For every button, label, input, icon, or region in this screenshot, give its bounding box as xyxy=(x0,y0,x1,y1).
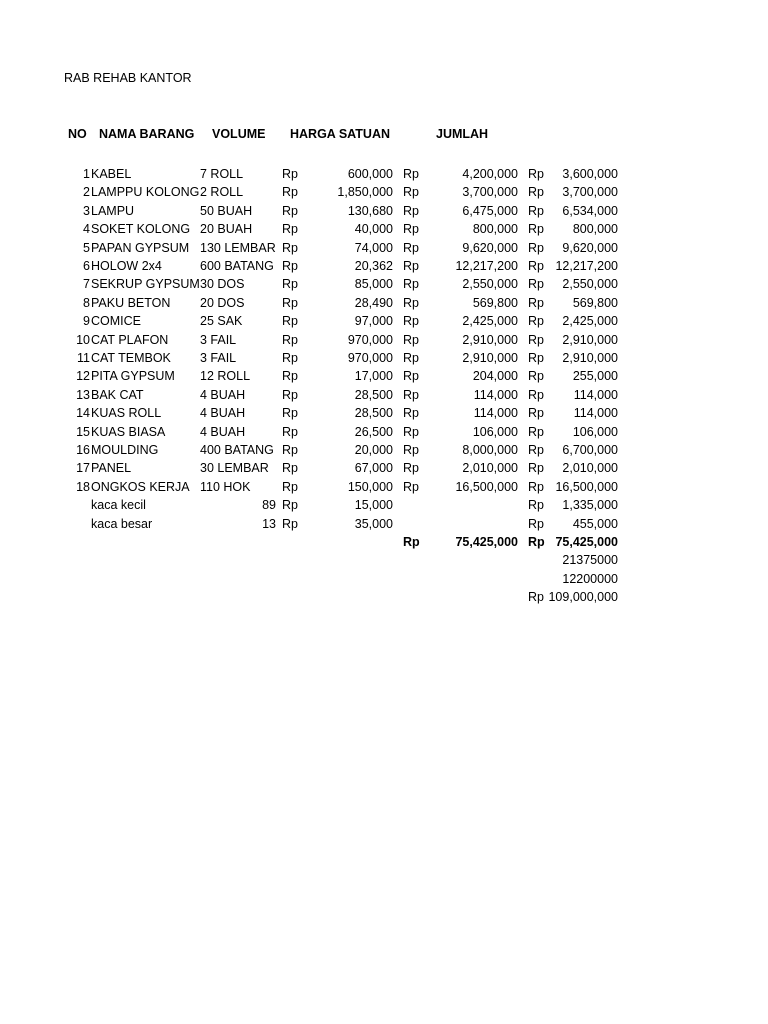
unit-price: 970,000 xyxy=(347,351,393,365)
item-volume: 400 BATANG xyxy=(200,443,274,457)
total-amount-revised: 75,425,000 xyxy=(555,535,618,549)
item-name: COMICE xyxy=(91,314,141,329)
currency-label: Rp xyxy=(282,479,298,494)
unit-price: 35,000 xyxy=(354,516,393,531)
amount-revised: 114,000 xyxy=(573,406,618,421)
amount: 2,010,000 xyxy=(462,461,518,476)
row-number: 6 xyxy=(83,259,90,273)
item-name: PITA GYPSUM xyxy=(91,369,175,384)
extra-value: 12200000 xyxy=(562,571,618,586)
row-number: 15 xyxy=(76,424,90,439)
amount: 204,000 xyxy=(472,369,518,384)
unit-price: 600,000 xyxy=(347,167,393,181)
unit-price: 17,000 xyxy=(354,369,393,384)
currency-label: Rp xyxy=(528,259,544,273)
currency-label: Rp xyxy=(528,295,544,310)
currency-label: Rp xyxy=(403,314,419,329)
currency-label: Rp xyxy=(528,222,544,237)
item-name: kaca kecil xyxy=(91,498,146,513)
currency-label: Rp xyxy=(403,369,419,384)
table-row xyxy=(0,387,768,405)
unit-price: 28,500 xyxy=(354,406,393,421)
row-number: 4 xyxy=(83,222,90,237)
item-name: CAT TEMBOK xyxy=(91,351,171,365)
amount: 569,800 xyxy=(472,295,518,310)
item-name: MOULDING xyxy=(91,443,159,457)
amount-revised: 455,000 xyxy=(572,516,618,531)
amount-revised: 6,700,000 xyxy=(562,443,618,457)
item-name: KUAS ROLL xyxy=(91,406,162,421)
row-number: 1 xyxy=(83,167,90,181)
item-name: CAT PLAFON xyxy=(91,332,169,347)
row-number: 10 xyxy=(76,332,90,347)
amount: 2,910,000 xyxy=(462,351,518,365)
currency-label: Rp xyxy=(403,295,419,310)
row-number: 9 xyxy=(83,314,90,329)
item-volume: 4 BUAH xyxy=(200,387,246,402)
currency-label: Rp xyxy=(528,203,544,218)
item-volume: 50 BUAH xyxy=(200,203,253,218)
item-volume: 30 DOS xyxy=(200,277,245,292)
row-number: 14 xyxy=(76,406,90,421)
item-volume: 12 ROLL xyxy=(200,369,251,384)
currency-label: Rp xyxy=(528,240,544,255)
currency-label: Rp xyxy=(403,424,419,439)
currency-label: Rp xyxy=(528,461,544,476)
currency-label: Rp xyxy=(528,185,544,200)
currency-label: Rp xyxy=(282,424,298,439)
unit-price: 20,362 xyxy=(354,259,393,273)
amount: 9,620,000 xyxy=(462,240,518,255)
item-name: HOLOW 2x4 xyxy=(91,259,162,273)
grand-total-value: 109,000,000 xyxy=(548,590,618,605)
table-row xyxy=(0,258,768,276)
item-name: ONGKOS KERJA xyxy=(91,479,190,494)
table-row xyxy=(0,350,768,368)
currency-label: Rp xyxy=(403,240,419,255)
currency-label: Rp xyxy=(282,406,298,421)
row-number: 8 xyxy=(83,295,90,310)
item-name: PANEL xyxy=(91,461,132,476)
row-number: 11 xyxy=(77,351,90,365)
currency-label: Rp xyxy=(282,461,298,476)
table-row xyxy=(0,276,768,294)
currency-label: Rp xyxy=(528,498,544,513)
currency-label: Rp xyxy=(282,167,298,181)
item-volume: 600 BATANG xyxy=(200,259,274,273)
currency-label: Rp xyxy=(282,516,298,531)
currency-label: Rp xyxy=(403,222,419,237)
amount-revised: 9,620,000 xyxy=(562,240,618,255)
currency-label: Rp xyxy=(403,461,419,476)
item-volume: 7 ROLL xyxy=(200,167,244,181)
header-harga-satuan: HARGA SATUAN xyxy=(290,127,390,141)
row-number: 17 xyxy=(76,461,90,476)
amount: 2,425,000 xyxy=(462,314,518,329)
currency-label: Rp xyxy=(528,332,544,347)
item-name: PAPAN GYPSUM xyxy=(91,240,190,255)
currency-label: Rp xyxy=(403,277,419,292)
item-name: KUAS BIASA xyxy=(91,424,166,439)
amount-revised: 114,000 xyxy=(573,387,618,402)
amount-revised: 2,910,000 xyxy=(562,332,618,347)
currency-label: Rp xyxy=(528,424,544,439)
currency-label: Rp xyxy=(528,277,544,292)
currency-label: Rp xyxy=(403,167,419,181)
currency-label: Rp xyxy=(403,332,419,347)
item-name: SOKET KOLONG xyxy=(91,222,191,237)
unit-price: 130,680 xyxy=(347,203,393,218)
item-name: kaca besar xyxy=(91,516,153,531)
currency-label: Rp xyxy=(403,479,419,494)
unit-price: 28,490 xyxy=(354,295,393,310)
currency-label: Rp xyxy=(282,369,298,384)
currency-label: Rp xyxy=(403,406,419,421)
amount-revised: 2,910,000 xyxy=(562,351,618,365)
table-row xyxy=(0,516,768,534)
table-row xyxy=(0,332,768,350)
row-number: 5 xyxy=(83,240,90,255)
amount-revised: 800,000 xyxy=(572,222,618,237)
row-number: 18 xyxy=(76,479,90,494)
amount: 114,000 xyxy=(473,387,518,402)
row-number: 2 xyxy=(83,185,90,200)
table-row xyxy=(0,166,768,184)
item-volume: 2 ROLL xyxy=(200,185,244,200)
currency-label: Rp xyxy=(403,535,420,549)
item-volume: 3 FAIL xyxy=(200,332,237,347)
table-row xyxy=(0,295,768,313)
currency-label: Rp xyxy=(282,498,298,513)
item-volume: 25 SAK xyxy=(200,314,243,329)
amount: 4,200,000 xyxy=(462,167,518,181)
table-row xyxy=(0,424,768,442)
row-number: 13 xyxy=(76,387,90,402)
header-no: NO xyxy=(68,127,87,141)
unit-price: 26,500 xyxy=(354,424,393,439)
currency-label: Rp xyxy=(528,443,544,457)
currency-label: Rp xyxy=(282,203,298,218)
item-name: KABEL xyxy=(91,167,132,181)
item-volume: 3 FAIL xyxy=(200,351,237,365)
table-row xyxy=(0,442,768,460)
amount-revised: 2,550,000 xyxy=(562,277,618,292)
table-row xyxy=(0,368,768,386)
item-name: LAMPPU KOLONG xyxy=(91,185,200,200)
item-volume: 4 BUAH xyxy=(200,424,246,439)
currency-label: Rp xyxy=(528,406,544,421)
amount-revised: 2,010,000 xyxy=(562,461,618,476)
item-volume: 130 LEMBAR xyxy=(200,240,276,255)
table-row xyxy=(0,479,768,497)
currency-label: Rp xyxy=(528,369,544,384)
currency-label: Rp xyxy=(282,351,298,365)
item-volume: 4 BUAH xyxy=(200,406,246,421)
amount: 6,475,000 xyxy=(462,203,518,218)
amount: 106,000 xyxy=(472,424,518,439)
amount: 12,217,200 xyxy=(455,259,518,273)
total-amount: 75,425,000 xyxy=(455,535,518,549)
amount-revised: 2,425,000 xyxy=(562,314,618,329)
item-name: BAK CAT xyxy=(91,387,144,402)
currency-label: Rp xyxy=(282,332,298,347)
item-volume: 20 BUAH xyxy=(200,222,253,237)
amount-revised: 255,000 xyxy=(572,369,618,384)
amount-revised: 6,534,000 xyxy=(562,203,618,218)
unit-price: 28,500 xyxy=(354,387,393,402)
currency-label: Rp xyxy=(528,479,544,494)
table-row xyxy=(0,203,768,221)
table-row xyxy=(0,221,768,239)
currency-label: Rp xyxy=(528,387,544,402)
header-nama-barang: NAMA BARANG xyxy=(99,127,195,141)
unit-price: 85,000 xyxy=(354,277,393,292)
amount-revised: 106,000 xyxy=(572,424,618,439)
unit-price: 970,000 xyxy=(347,332,393,347)
unit-price: 1,850,000 xyxy=(337,185,393,200)
table-row xyxy=(0,460,768,478)
unit-price: 97,000 xyxy=(354,314,393,329)
header-jumlah: JUMLAH xyxy=(436,127,489,141)
amount-revised: 12,217,200 xyxy=(555,259,618,273)
currency-label: Rp xyxy=(403,185,419,200)
item-name: LAMPU xyxy=(91,203,135,218)
unit-price: 67,000 xyxy=(354,461,393,476)
amount: 8,000,000 xyxy=(462,443,518,457)
currency-label: Rp xyxy=(403,259,419,273)
currency-label: Rp xyxy=(528,516,544,531)
item-volume: 30 LEMBAR xyxy=(200,461,269,476)
currency-label: Rp xyxy=(282,314,298,329)
item-name: PAKU BETON xyxy=(91,295,171,310)
currency-label: Rp xyxy=(528,535,545,549)
currency-label: Rp xyxy=(403,443,419,457)
item-volume: 13 xyxy=(262,516,276,531)
currency-label: Rp xyxy=(282,387,298,402)
amount: 2,550,000 xyxy=(462,277,518,292)
table-row xyxy=(0,313,768,331)
extra-value: 21375000 xyxy=(562,553,618,568)
amount-revised: 16,500,000 xyxy=(555,479,618,494)
currency-label: Rp xyxy=(282,185,298,200)
amount-revised: 3,700,000 xyxy=(562,185,618,200)
amount: 2,910,000 xyxy=(462,332,518,347)
currency-label: Rp xyxy=(282,295,298,310)
unit-price: 74,000 xyxy=(354,240,393,255)
unit-price: 150,000 xyxy=(347,479,393,494)
amount-revised: 3,600,000 xyxy=(562,167,618,181)
unit-price: 20,000 xyxy=(354,443,393,457)
amount-revised: 1,335,000 xyxy=(562,498,618,513)
table-row xyxy=(0,497,768,515)
currency-label: Rp xyxy=(282,222,298,237)
grand-total-row xyxy=(0,589,768,607)
row-number: 7 xyxy=(83,277,90,292)
currency-label: Rp xyxy=(403,203,419,218)
row-number: 3 xyxy=(83,203,90,218)
currency-label: Rp xyxy=(282,240,298,255)
document-title: RAB REHAB KANTOR xyxy=(64,71,192,85)
amount: 16,500,000 xyxy=(455,479,518,494)
table-row xyxy=(0,240,768,258)
item-name: SEKRUP GYPSUM xyxy=(91,277,200,292)
item-volume: 89 xyxy=(262,498,276,513)
currency-label: Rp xyxy=(282,259,298,273)
item-volume: 20 DOS xyxy=(200,295,245,310)
amount: 114,000 xyxy=(473,406,518,421)
amount: 800,000 xyxy=(472,222,518,237)
amount-revised: 569,800 xyxy=(572,295,618,310)
header-volume: VOLUME xyxy=(212,127,266,141)
unit-price: 40,000 xyxy=(354,222,393,237)
currency-label: Rp xyxy=(403,351,419,365)
row-number: 12 xyxy=(76,369,90,384)
currency-label: Rp xyxy=(528,314,544,329)
item-volume: 110 HOK xyxy=(200,479,251,494)
row-number: 16 xyxy=(76,443,90,457)
currency-label: Rp xyxy=(282,277,298,292)
currency-label: Rp xyxy=(282,443,298,457)
total-row xyxy=(0,534,768,552)
currency-label: Rp xyxy=(403,387,419,402)
amount: 3,700,000 xyxy=(462,185,518,200)
table-row xyxy=(0,184,768,202)
currency-label: Rp xyxy=(528,590,544,605)
unit-price: 15,000 xyxy=(354,498,393,513)
currency-label: Rp xyxy=(528,351,544,365)
table-row xyxy=(0,405,768,423)
currency-label: Rp xyxy=(528,167,544,181)
